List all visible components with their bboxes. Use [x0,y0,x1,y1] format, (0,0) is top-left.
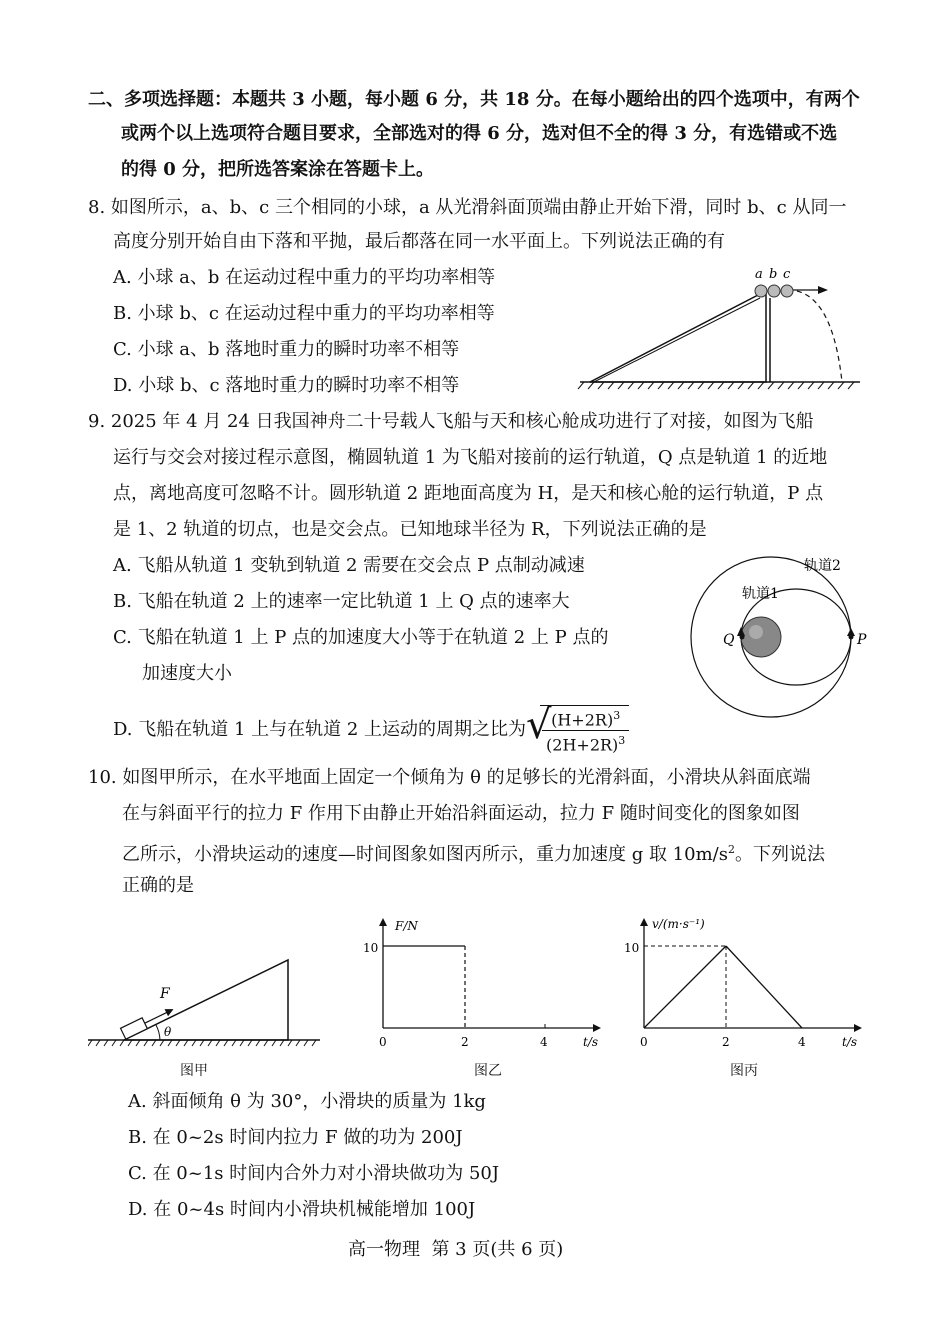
q10-stem-line-2: 在与斜面平行的拉力 F 作用下由静止开始沿斜面运动，拉力 F 随时间变化的图象如图 [122,803,800,824]
q9-stem-line-3: 点，离地高度可忽略不计。圆形轨道 2 距地面高度为 H，是天和核心舱的运行轨道，P 点 [113,483,824,504]
fig-yi-tick-0: 0 [379,1035,387,1049]
fig-yi-tick-10: 10 [363,941,379,955]
q8-stem-line-2: 高度分别开始自由下落和平抛，最后都落在同一水平面上。下列说法正确的有 [113,231,725,252]
q10-option-c: C. 在 0~1s 时间内合外力对小滑块做功为 50J [128,1163,500,1184]
section-line-3: 的得 0 分，把所选答案涂在答题卡上。 [121,159,435,180]
q9-option-d-formula: √ $\frac{(H+2R)^3}{(2H+2R)^3}$ [526,705,629,756]
fig-bing-tick-2: 2 [722,1035,730,1049]
fig-yi-ylabel: F/N [395,919,418,933]
numerator-exponent: 3 [613,709,621,722]
ball-a-label: a [755,267,763,282]
q9-stem-line-1: 9. 2025 年 4 月 24 日我国神舟二十号载人飞船与天和核心舱成功进行了对接，如图为飞船 [88,411,814,432]
q10-stem-line-3 [122,838,825,867]
q8-option-b: B. 小球 b、c 在运动过程中重力的平均功率相等 [113,303,495,324]
fig-yi-xlabel: t/s [583,1035,599,1049]
fig-yi-tick-4: 4 [540,1035,548,1049]
q10-line3-tail: 。下列说法 [734,844,825,865]
denominator-exponent: 3 [618,734,626,748]
q8-option-c: C. 小球 a、b 落地时重力的瞬时功率不相等 [113,339,460,360]
fig-bing-velocity-time-graph [620,912,870,1054]
orbit-1-label: 轨道1 [742,586,779,602]
fig-jia-incline [88,950,328,1050]
fig-bing-tick-4: 4 [798,1035,806,1049]
q10-option-a: A. 斜面倾角 θ 为 30°，小滑块的质量为 1kg [128,1091,486,1112]
fig-bing-ylabel: v/(m·s⁻¹) [652,917,705,931]
q10-line3-sup: 2 [727,843,735,856]
q9-option-a: A. 飞船从轨道 1 变轨到轨道 2 需要在交会点 P 点制动减速 [113,555,585,576]
page-footer: 高一物理 第 3 页(共 6 页) [348,1239,564,1260]
ball-b-label: b [769,267,778,282]
q10-stem-line-4: 正确的是 [122,875,194,896]
q9-stem-line-4: 是 1、2 轨道的切点，也是交会点。已知地球半径为 R，下列说法正确的是 [113,519,707,540]
fig-bing-tick-0: 0 [640,1035,648,1049]
fig-bing-tick-10: 10 [624,941,640,955]
q8-stem-line-1: 8. 如图所示，a、b、c 三个相同的小球，a 从光滑斜面顶端由静止开始下滑，同时 b、c 从同一 [88,197,847,218]
q8-option-a: A. 小球 a、b 在运动过程中重力的平均功率相等 [113,267,496,288]
q9-option-c: C. 飞船在轨道 1 上 P 点的加速度大小等于在轨道 2 上 P 点的 [113,627,609,648]
q9-option-b: B. 飞船在轨道 2 上的速率一定比轨道 1 上 Q 点的速率大 [113,591,570,612]
force-f-label: F [160,986,170,1002]
section-line-2: 或两个以上选项符合题目要求，全部选对的得 6 分，选对但不全的得 3 分，有选错或不选 [121,123,838,144]
q9-stem-line-2: 运行与交会对接过程示意图，椭圆轨道 1 为飞船对接前的运行轨道，Q 点是轨道 1 的近地 [113,447,828,468]
q10-option-d: D. 在 0~4s 时间内小滑块机械能增加 100J [128,1199,476,1220]
fig-yi-caption: 图乙 [474,1063,502,1079]
orbit-2-label: 轨道2 [804,558,841,574]
q10-stem-line-1: 10. 如图甲所示，在水平地面上固定一个倾角为 θ 的足够长的光滑斜面，小滑块从斜面底端 [88,767,811,788]
q9-option-d-text: D. 飞船在轨道 1 上与在轨道 2 上运动的周期之比为 [113,719,527,741]
fig-yi-force-time-graph [355,912,610,1054]
q8-incline-figure [570,260,870,390]
fig-jia-caption: 图甲 [180,1063,208,1079]
fig-bing-caption: 图丙 [730,1063,758,1079]
q9-option-d [113,702,629,756]
point-p-label: P [857,632,867,648]
theta-label: θ [164,1025,172,1039]
q9-orbit-figure [676,550,876,725]
q10-option-b: B. 在 0~2s 时间内拉力 F 做的功为 200J [128,1127,463,1148]
q10-line3-text: 乙所示，小滑块运动的速度—时间图象如图丙所示，重力加速度 g 取 10m/s [122,844,728,865]
formula-denominator: (2H+2R) [546,735,619,755]
fig-bing-xlabel: t/s [842,1035,858,1049]
fig-yi-tick-2: 2 [461,1035,469,1049]
q9-option-c-cont: 加速度大小 [142,663,232,684]
q8-option-d: D. 小球 b、c 落地时重力的瞬时功率不相等 [113,375,460,396]
ball-c-label: c [783,267,791,282]
point-q-label: Q [723,632,735,648]
formula-numerator: (H+2R) [551,710,614,730]
section-line-1: 二、多项选择题：本题共 3 小题，每小题 6 分，共 18 分。在每小题给出的四个选项中，有两个 [88,89,860,110]
